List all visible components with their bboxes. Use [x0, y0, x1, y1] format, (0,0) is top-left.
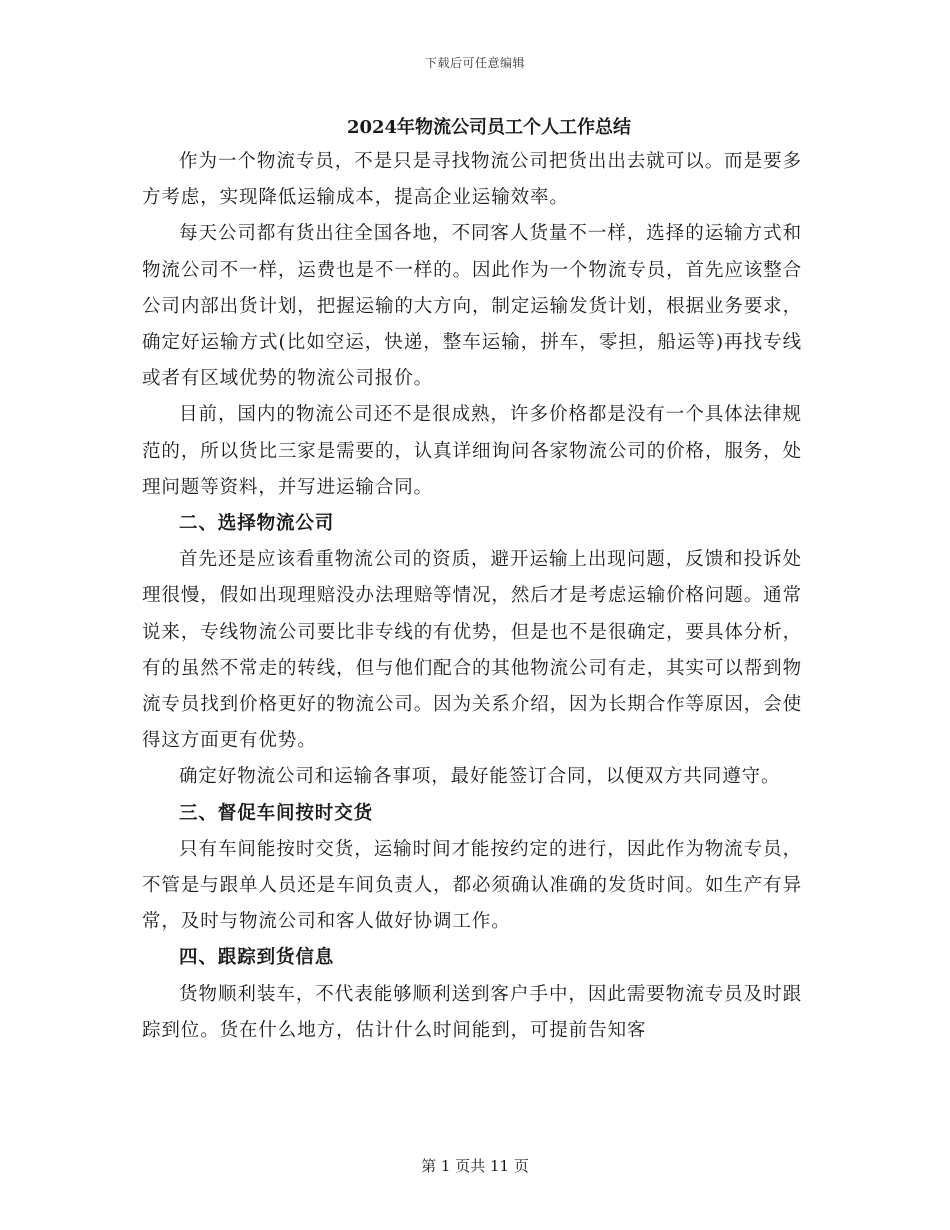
document-body [142, 112, 802, 1049]
paragraph-section-4-1: 货物顺利装车，不代表能够顺利送到客户手中，因此需要物流专员及时跟踪到位。货在什么地方，估计什么时间能到，可提前告知客 [142, 983, 802, 1041]
paragraph-intro-3: 目前，国内的物流公司还不是很成熟，许多价格都是没有一个具体法律规范的，所以货比三家是需要的，认真详细询问各家物流公司的价格，服务，处理问题等资料，并写进运输合同。 [142, 404, 802, 498]
paragraph-section-3-1: 只有车间能按时交货，运输时间才能按约定的进行，因此作为物流专员，不管是与跟单人员还是车间负责人，都必须确认准确的发货时间。如生产有异常，及时与物流公司和客人做好协调工作。 [142, 838, 802, 933]
paragraph-intro-2: 每天公司都有货出往全国各地，不同客人货量不一样，选择的运输方式和物流公司不一样，运费也是不一样的。因此作为一个物流专员，首先应该整合公司内部出货计划，把握运输的大方向，制定运输发货计划，根据业务要求，确定好运输方式(比如空运，快递，整车运输，拼车，零担，船运等)再找专线或者有区域优势的物流公司报价。 [142, 223, 802, 390]
paragraph-intro-1: 作为一个物流专员，不是只是寻找物流公司把货出出去就可以。而是要多方考虑，实现降低运输成本，提高企业运输效率。 [142, 151, 802, 209]
header-note: 下载后可任意编辑 [424, 56, 525, 70]
section-heading-2: 二、选择物流公司 [179, 513, 335, 535]
page-number-footer: 第 1 页共 11 页 [421, 1157, 529, 1175]
section-heading-3: 三、督促车间按时交货 [179, 802, 374, 824]
document-title: 2024年物流公司员工个人工作总结 [346, 117, 632, 138]
section-heading-4: 四、跟踪到货信息 [179, 947, 335, 969]
paragraph-section-2-1: 首先还是应该看重物流公司的资质，避开运输上出现问题，反馈和投诉处理很慢，假如出现理赔没办法理赔等情况，然后才是考虑运输价格问题。通常说来，专线物流公司要比非专线的有优势，但是也不是很确定，要具体分析，有的虽然不常走的转线，但与他们配合的其他物流公司有走，其实可以帮到物流专员找到价格更好的物流公司。因为关系介绍，因为长期合作等原因，会使得这方面更有优势。 [142, 549, 802, 752]
paragraph-section-2-2: 确定好物流公司和运输各事项，最好能签订合同，以便双方共同遵守。 [179, 766, 781, 788]
